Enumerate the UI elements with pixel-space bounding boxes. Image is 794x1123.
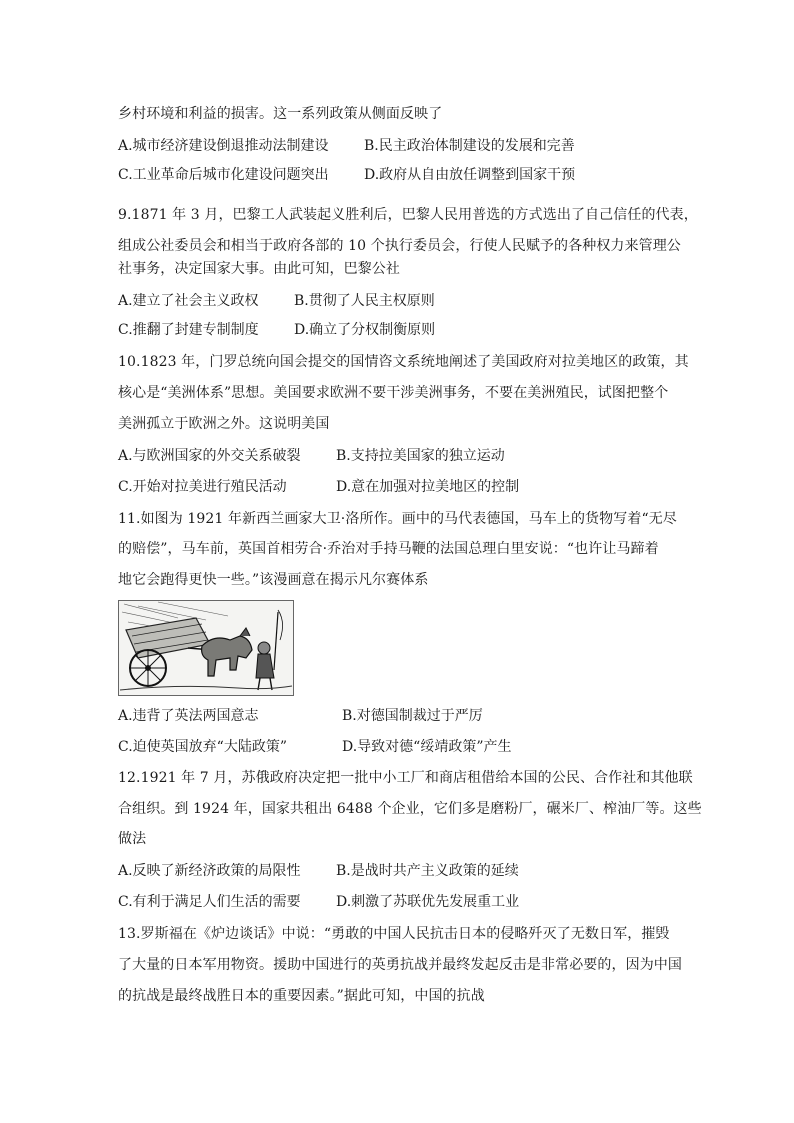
- q10-stem-line-2: 核心是“美洲体系”思想。美国要求欧洲不要干涉美洲事务，不要在美洲殖民，试图把整个: [118, 385, 669, 401]
- q9-option-d: D.确立了分权制衡原则: [294, 322, 436, 338]
- q12-option-c: C.有利于满足人们生活的需要: [118, 894, 301, 910]
- q8-option-a: A.城市经济建设倒退推动法制建设: [118, 138, 329, 154]
- q11-option-b: B.对德国制裁过于严厉: [342, 708, 483, 724]
- q8-stem-tail: 乡村环境和利益的损害。这一系列政策从侧面反映了: [118, 106, 443, 122]
- q9-stem-line-2: 组成公社委员会和相当于政府各部的 10 个执行委员会，行使人民赋予的各种权力来管理公: [118, 238, 681, 254]
- q8-option-c: C.工业革命后城市化建设问题突出: [118, 167, 329, 183]
- q11-stem-line-2: 的赔偿”，马车前，英国首相劳合·乔治对手持马鞭的法国总理白里安说：“也许让马蹄着: [118, 541, 659, 557]
- q12-stem-line-1: 12.1921 年 7 月，苏俄政府决定把一批中小工厂和商店租借给本国的公民、合作社和其他联: [118, 770, 693, 786]
- q9-option-a: A.建立了社会主义政权: [118, 293, 259, 309]
- q10-option-c: C.开始对拉美进行殖民活动: [118, 479, 287, 495]
- q10-option-a: A.与欧洲国家的外交关系破裂: [118, 448, 301, 464]
- q12-option-a: A.反映了新经济政策的局限性: [118, 863, 301, 879]
- q12-stem-line-3: 做法: [118, 831, 147, 847]
- q12-stem-line-2: 合组织。到 1924 年，国家共租出 6488 个企业，它们多是磨粉厂，碾米厂、榨油厂等。这些: [118, 801, 702, 817]
- q9-stem-line-3: 社事务，决定国家大事。由此可知，巴黎公社: [118, 261, 400, 277]
- q12-option-b: B.是战时共产主义政策的延续: [336, 863, 519, 879]
- q11-stem-line-1: 11.如图为 1921 年新西兰画家大卫·洛所作。画中的马代表德国，马车上的货物写着“无尽: [118, 511, 677, 527]
- q10-option-d: D.意在加强对拉美地区的控制: [336, 479, 520, 495]
- q11-option-c: C.迫使英国放弃“大陆政策”: [118, 739, 287, 755]
- q9-option-b: B.贯彻了人民主权原则: [294, 293, 435, 309]
- q9-stem-line-1: 9.1871 年 3 月，巴黎工人武装起义胜利后，巴黎人民用普选的方式选出了自己信任的代表，: [118, 207, 698, 223]
- q13-stem-line-3: 的抗战是最终战胜日本的重要因素。”据此可知，中国的抗战: [118, 988, 485, 1004]
- q13-stem-line-2: 了大量的日本军用物资。援助中国进行的英勇抗战并最终发起反击是非常必要的，因为中国: [118, 957, 682, 973]
- q11-stem-line-3: 地它会跑得更快一些。”该漫画意在揭示凡尔赛体系: [118, 572, 429, 588]
- q10-stem-line-3: 美洲孤立于欧洲之外。这说明美国: [118, 416, 330, 432]
- q11-option-a: A.违背了英法两国意志: [118, 708, 259, 724]
- q9-option-c: C.推翻了封建专制制度: [118, 322, 259, 338]
- q10-option-b: B.支持拉美国家的独立运动: [336, 448, 505, 464]
- q8-option-b: B.民主政治体制建设的发展和完善: [364, 138, 575, 154]
- q13-stem-line-1: 13.罗斯福在《炉边谈话》中说：“勇敢的中国人民抗击日本的侵略歼灭了无数日军，摧毁: [118, 926, 670, 942]
- q10-stem-line-1: 10.1823 年，门罗总统向国会提交的国情咨文系统地阐述了美国政府对拉美地区的政策，其: [118, 354, 689, 370]
- q8-option-d: D.政府从自由放任调整到国家干预: [364, 167, 576, 183]
- q12-option-d: D.刺激了苏联优先发展重工业: [336, 894, 520, 910]
- q11-option-d: D.导致对德“绥靖政策”产生: [342, 739, 512, 755]
- cartoon-illustration: [118, 600, 294, 696]
